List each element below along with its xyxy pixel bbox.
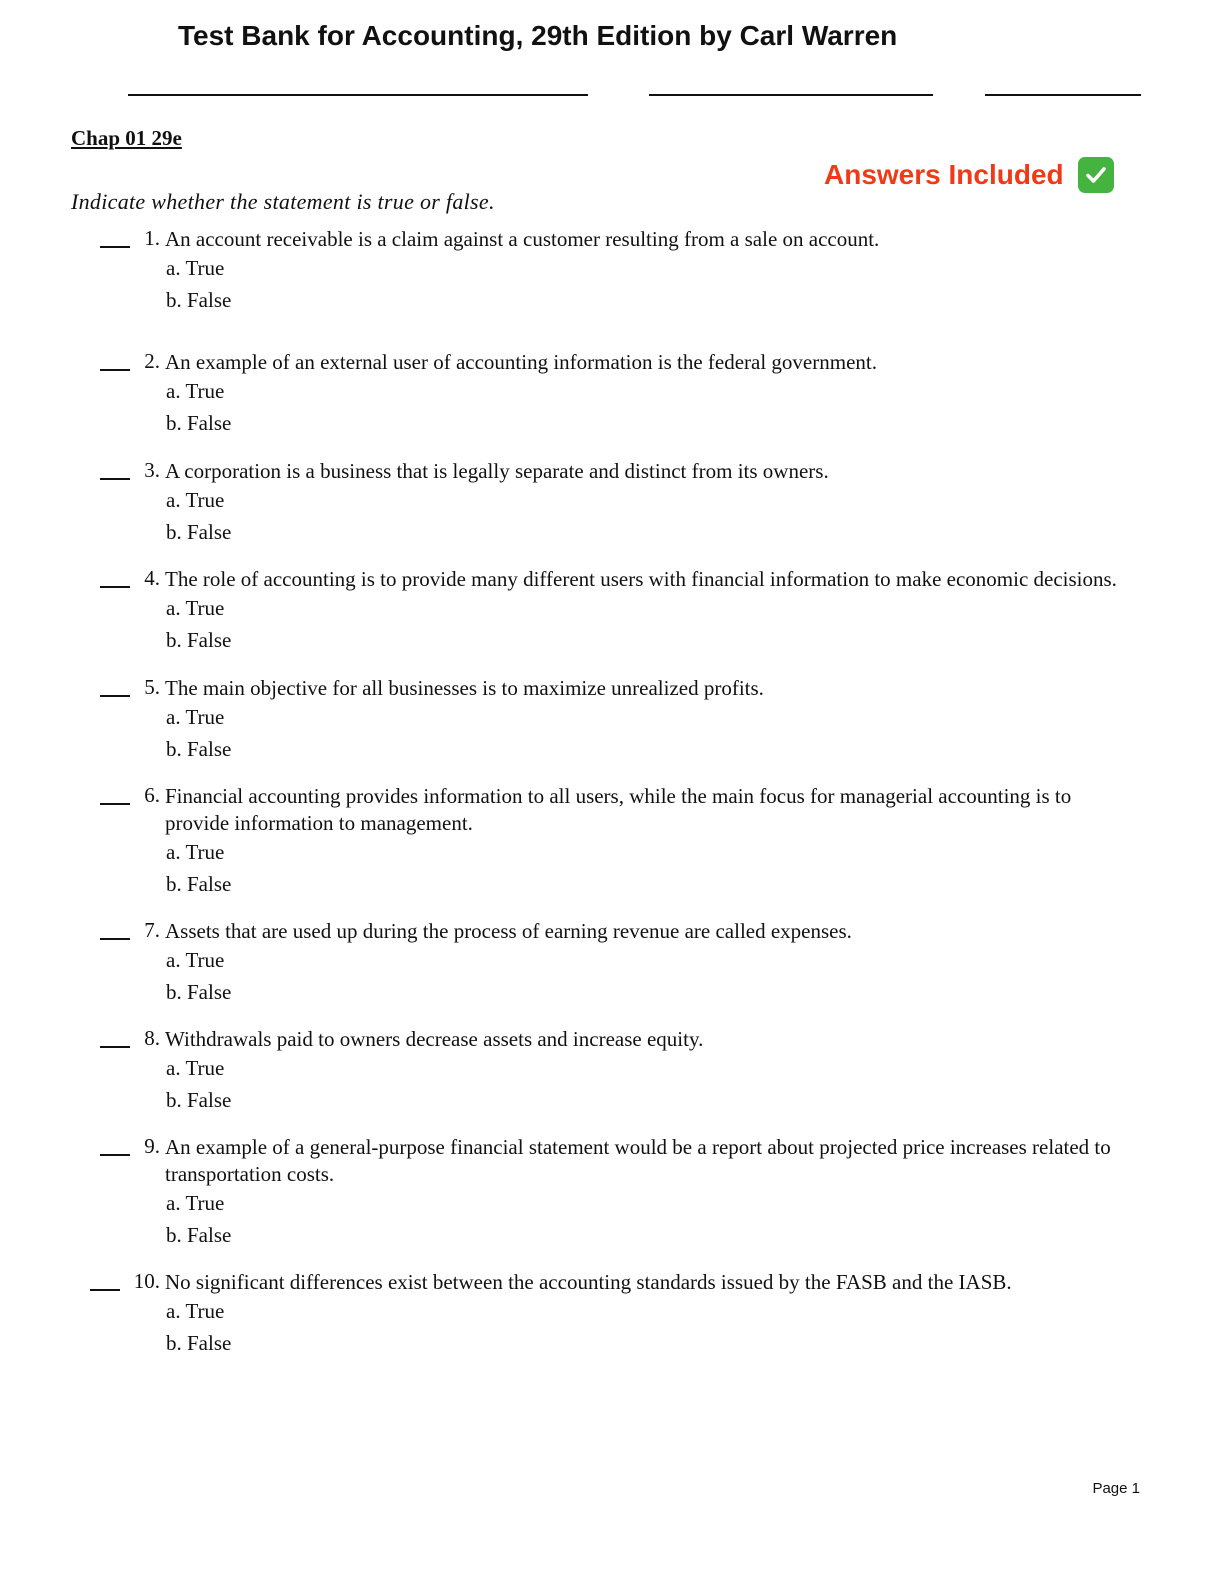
question-number: 9.: [144, 1134, 160, 1158]
question-text: Assets that are used up during the process of earning revenue are called expenses.: [165, 919, 852, 943]
option-true: a. True: [166, 379, 225, 403]
question-number: 3.: [144, 458, 160, 482]
answer-blank[interactable]: [100, 803, 130, 805]
option-true: a. True: [166, 596, 225, 620]
answer-blank[interactable]: [100, 695, 130, 697]
question-text: The role of accounting is to provide many different users with financial information to make economic decisions.: [165, 567, 1117, 591]
answers-included-label: Answers Included: [824, 159, 1064, 190]
signature-line-date: [985, 94, 1141, 96]
answers-included-badge: [824, 157, 1114, 193]
question-text: An example of a general-purpose financial statement would be a report about projected price increases related to transportation costs.: [165, 1135, 1111, 1186]
option-true: a. True: [166, 840, 225, 864]
option-false: b. False: [166, 288, 232, 312]
option-false: b. False: [166, 737, 232, 761]
check-mark-icon: [1078, 157, 1114, 193]
answer-blank[interactable]: [100, 369, 130, 371]
question-text: No significant differences exist between the accounting standards issued by the FASB and the IASB.: [165, 1270, 1012, 1294]
question-text: An account receivable is a claim against a customer resulting from a sale on account.: [165, 227, 880, 251]
answer-blank[interactable]: [100, 938, 130, 940]
signature-line-name: [128, 94, 588, 96]
question-text: The main objective for all businesses is to maximize unrealized profits.: [165, 676, 764, 700]
question-number: 4.: [144, 566, 160, 590]
option-true: a. True: [166, 948, 225, 972]
question-number: 6.: [144, 783, 160, 807]
answer-blank[interactable]: [100, 1154, 130, 1156]
question-number: 1.: [144, 226, 160, 250]
option-false: b. False: [166, 411, 232, 435]
page-number: Page 1: [1092, 1480, 1140, 1497]
option-true: a. True: [166, 256, 225, 280]
question-text: Withdrawals paid to owners decrease assets and increase equity.: [165, 1027, 704, 1051]
option-false: b. False: [166, 872, 232, 896]
question-number: 10.: [133, 1269, 160, 1293]
option-true: a. True: [166, 1056, 225, 1080]
option-false: b. False: [166, 1223, 232, 1247]
answer-blank[interactable]: [100, 246, 130, 248]
option-false: b. False: [166, 980, 232, 1004]
option-false: b. False: [166, 520, 232, 544]
document-title: Test Bank for Accounting, 29th Edition by Carl Warren: [178, 20, 898, 51]
option-true: a. True: [166, 1299, 225, 1323]
option-true: a. True: [166, 488, 225, 512]
answer-blank[interactable]: [100, 586, 130, 588]
question-number: 8.: [144, 1026, 160, 1050]
option-false: b. False: [166, 1088, 232, 1112]
question-text: A corporation is a business that is legally separate and distinct from its owners.: [165, 459, 829, 483]
question-number: 5.: [144, 675, 160, 699]
option-true: a. True: [166, 705, 225, 729]
question-text: Financial accounting provides information to all users, while the main focus for managerial accounting is to provide information to management.: [165, 784, 1072, 835]
question-text: An example of an external user of accounting information is the federal government.: [165, 350, 877, 374]
option-false: b. False: [166, 628, 232, 652]
instruction-text: Indicate whether the statement is true or false.: [71, 189, 495, 214]
option-false: b. False: [166, 1331, 232, 1355]
signature-line-class: [649, 94, 933, 96]
answer-blank[interactable]: [90, 1289, 120, 1291]
option-true: a. True: [166, 1191, 225, 1215]
chapter-heading: Chap 01 29e: [71, 126, 182, 150]
question-number: 2.: [144, 349, 160, 373]
answer-blank[interactable]: [100, 1046, 130, 1048]
answer-blank[interactable]: [100, 478, 130, 480]
question-number: 7.: [144, 918, 160, 942]
